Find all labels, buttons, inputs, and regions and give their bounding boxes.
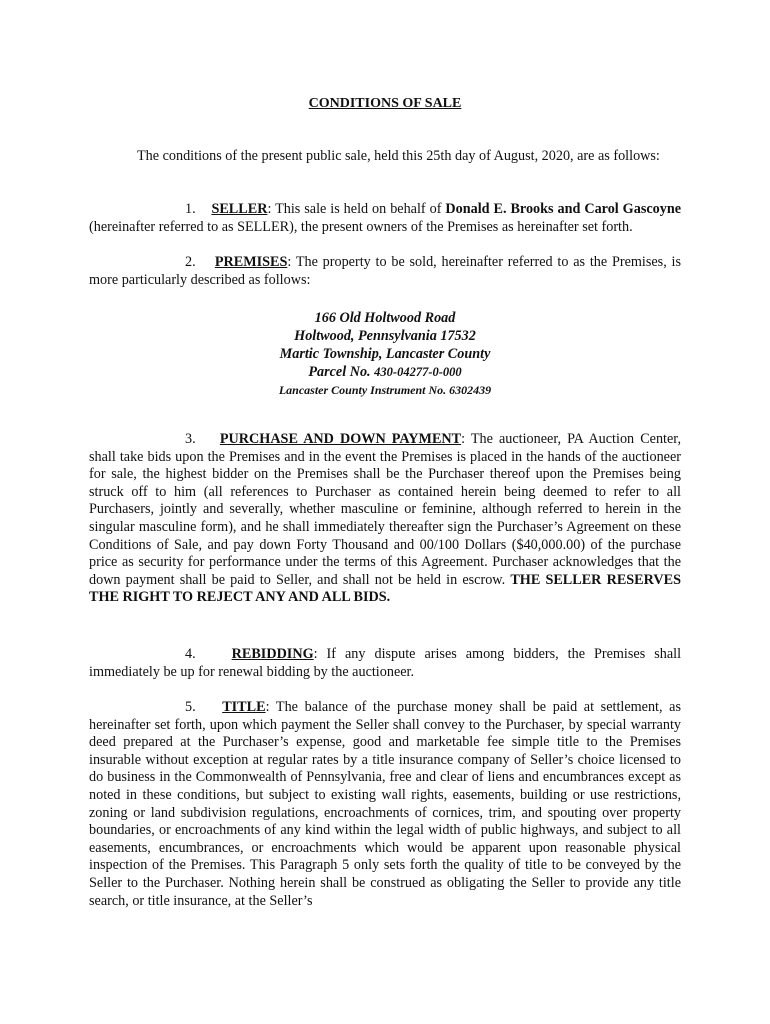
premises-text: : The property to be sold, hereinafter referred to as the Premises, is more particularly described as follows: <box>89 254 682 288</box>
title-text: : The balance of the purchase money shall be paid at settlement, as hereinafter set forth, upon which payment the Seller shall convey to the Purchaser, by special warranty deed prepared at the Purchaser’s expense, good and marketable fee simple title to the Premises insurable without exception at regular rates by a title insurance company of Seller’s choice licensed to do business in the Commonwealth of Pennsylvania, free and clear of liens and encumbrances except as noted in these conditions, but subject to existing wall rights, easements, building or use restrictions, zoning or land subdivision regulations, encroachments of cornices, trim, and spouting over property boundaries, or encroachments of any kind within the legal width of public highways, and subject to all easements, encumbrances, or encroachments which would be apparent upon reasonable physical inspection of the Premises. This Paragraph 5 only sets forth the quality of title to be conveyed by the Seller to the Purchaser. Nothing herein shall be construed as obligating the Seller to provide any title search, or title insurance, at the Seller’s <box>89 699 681 909</box>
paragraph-title <box>89 699 681 910</box>
parcel-label: Parcel No. <box>308 364 375 380</box>
address-street: 166 Old Holtwood Road <box>314 310 456 326</box>
paragraph-seller <box>89 201 681 236</box>
address-parcel <box>0 363 770 381</box>
address-instrument: Lancaster County Instrument No. 6302439 <box>278 383 492 397</box>
title-heading: TITLE <box>222 699 266 715</box>
seller-text-post: (hereinafter referred to as SELLER), the present owners of the Premises as hereinafter set forth. <box>89 218 633 235</box>
seller-heading: SELLER <box>211 201 268 217</box>
paragraph-premises <box>89 254 681 289</box>
address-township: Martic Township, Lancaster County <box>279 346 491 362</box>
paragraph-number: 1. <box>185 201 196 217</box>
parcel-number: 430-04277-0-000 <box>374 365 462 379</box>
paragraph-rebidding <box>89 646 681 681</box>
rebidding-text: : If any dispute arises among bidders, the Premises shall immediately be up for renewal bidding by the auctioneer. <box>89 646 682 680</box>
address-city: Holtwood, Pennsylvania 17532 <box>294 328 476 344</box>
intro-paragraph: The conditions of the present public sale, held this 25th day of August, 2020, are as follows: <box>137 148 660 164</box>
paragraph-number: 4. <box>185 646 196 662</box>
paragraph-purchase <box>89 431 681 607</box>
premises-address <box>0 309 770 399</box>
seller-names: Donald E. Brooks and Carol Gascoyne <box>445 201 682 217</box>
purchase-reserve-notice: THE SELLER RESERVES THE RIGHT TO REJECT ANY AND ALL BIDS. <box>89 571 681 606</box>
paragraph-number: 5. <box>185 699 196 715</box>
paragraph-number: 3. <box>185 431 196 447</box>
paragraph-number: 2. <box>185 254 196 270</box>
purchase-text: : The auctioneer, PA Auction Center, shall take bids upon the Premises and in the event the Premises is placed in the hands of the auctioneer for sale, the highest bidder on the Premises shall be the Purchaser thereof upon the Premises being struck off to him (all references to Purchaser as contained herein being deemed to refer to all Purchasers, jointly and severally, whether masculine or feminine, although referred to herein in the singular masculine form), and he shall immediately thereafter sign the Purchaser’s Agreement on these Conditions of Sale, and pay down Forty Thousand and 00/100 Dollars ($40,000.00) of the purchase price as security for performance under the terms of this Agreement. Purchaser acknowledges that the down payment shall be paid to Seller, and shall not be held in escrow. <box>89 431 681 588</box>
purchase-heading: PURCHASE AND DOWN PAYMENT <box>219 431 462 447</box>
seller-text-pre: : This sale is held on behalf of <box>267 201 446 217</box>
premises-heading: PREMISES <box>214 254 288 270</box>
document-title: CONDITIONS OF SALE <box>308 96 462 111</box>
rebidding-heading: REBIDDING <box>231 646 314 662</box>
